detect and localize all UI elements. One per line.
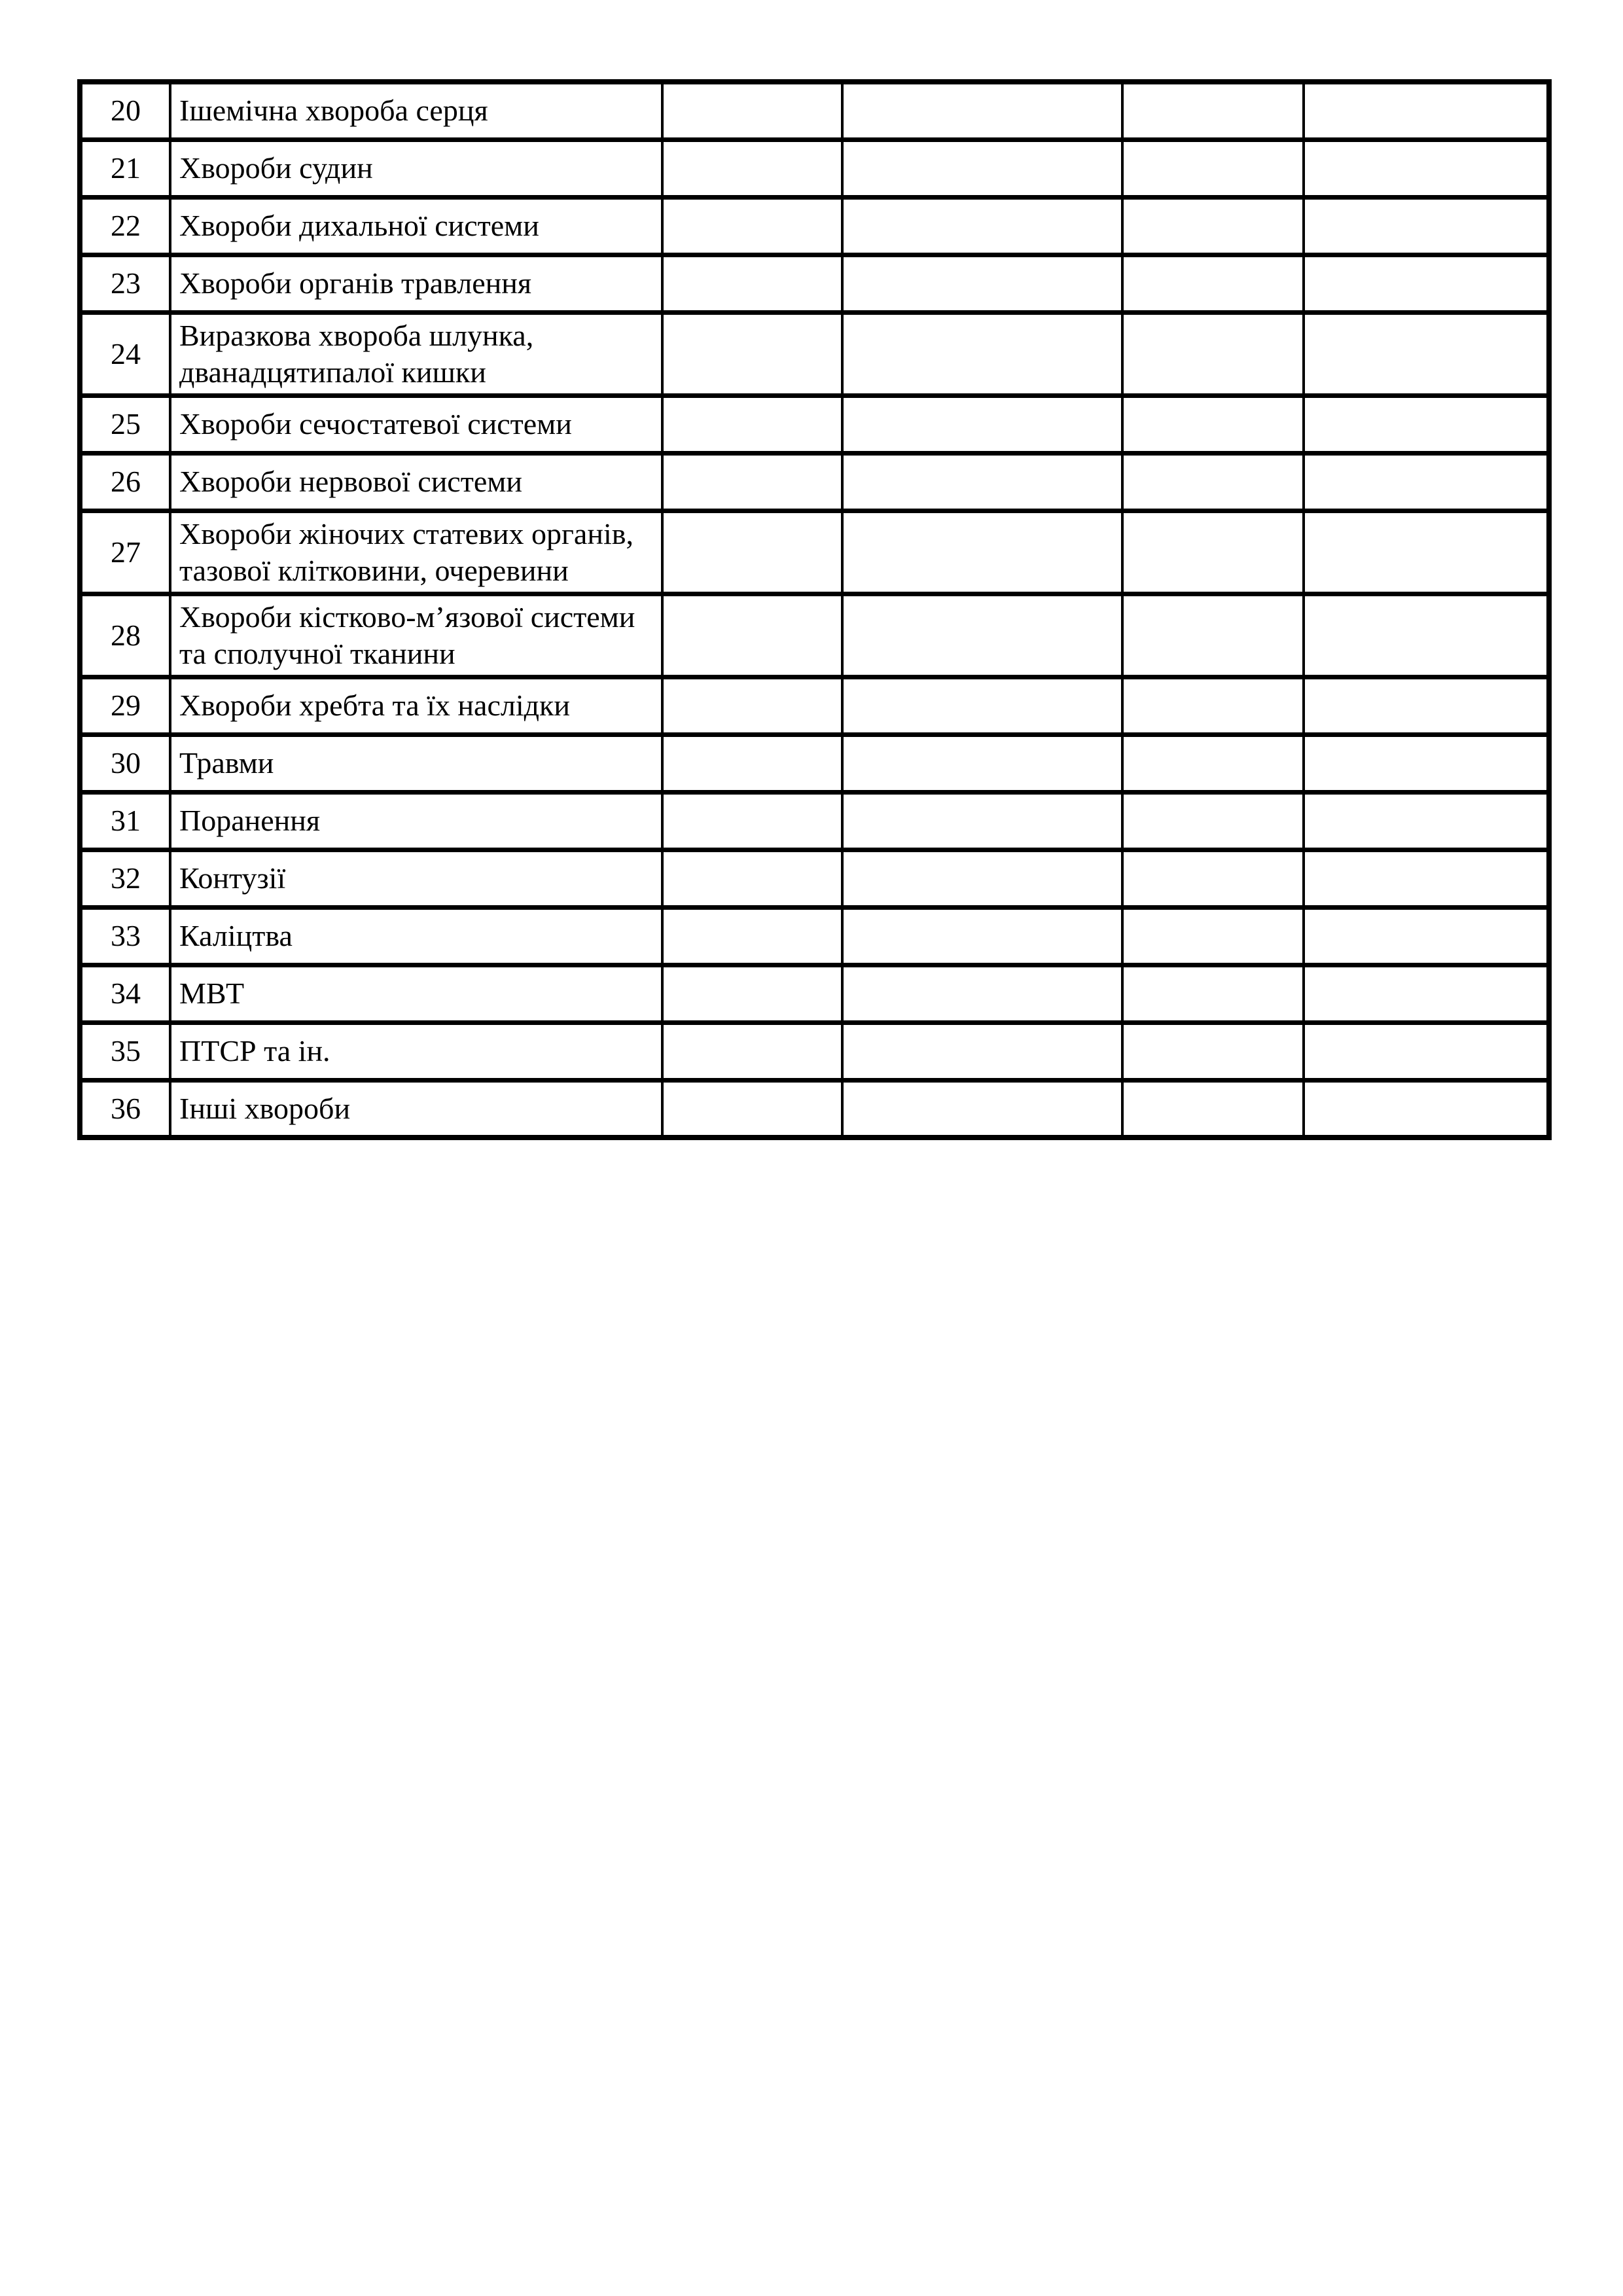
row-number: 33 — [111, 919, 141, 952]
empty-cell-4 — [1304, 255, 1549, 312]
empty-cell-2 — [842, 734, 1122, 792]
empty-cell-1 — [662, 255, 842, 312]
row-number: 36 — [111, 1091, 141, 1125]
empty-cell-4 — [1304, 850, 1549, 907]
table-row — [80, 677, 1549, 734]
row-number-cell — [80, 82, 170, 139]
table-row — [80, 850, 1549, 907]
row-number: 23 — [111, 266, 141, 300]
disease-name-cell — [170, 197, 662, 255]
empty-cell-3 — [1122, 734, 1304, 792]
empty-cell-4 — [1304, 82, 1549, 139]
disease-name: Ішемічна хвороба серця — [179, 94, 488, 128]
table-row — [80, 453, 1549, 511]
empty-cell-2 — [842, 907, 1122, 965]
empty-cell-1 — [662, 1022, 842, 1080]
empty-cell-2 — [842, 792, 1122, 850]
disease-name: Хвороби жіночих статевих органів, тазової клітковини, очеревини — [179, 516, 633, 587]
disease-name: ПТСР та ін. — [179, 1034, 330, 1067]
empty-cell-3 — [1122, 312, 1304, 395]
row-number-cell — [80, 255, 170, 312]
disease-name-cell — [170, 792, 662, 850]
disease-name-cell — [170, 594, 662, 677]
empty-cell-2 — [842, 139, 1122, 197]
disease-name-cell — [170, 1080, 662, 1138]
disease-name: Хвороби органів травлення — [179, 266, 532, 300]
disease-name: Хвороби нервової системи — [179, 465, 522, 498]
table-row — [80, 594, 1549, 677]
disease-name: Хвороби дихальної системи — [179, 209, 539, 242]
disease-name: Хвороби сечостатевої системи — [179, 407, 572, 440]
row-number-cell — [80, 312, 170, 395]
empty-cell-2 — [842, 82, 1122, 139]
empty-cell-4 — [1304, 312, 1549, 395]
row-number: 30 — [111, 746, 141, 780]
row-number: 34 — [111, 977, 141, 1010]
disease-name: МВТ — [179, 977, 245, 1010]
empty-cell-1 — [662, 82, 842, 139]
disease-name-cell — [170, 907, 662, 965]
empty-cell-3 — [1122, 395, 1304, 453]
empty-cell-1 — [662, 677, 842, 734]
table-row — [80, 82, 1549, 139]
row-number-cell — [80, 792, 170, 850]
disease-name: Контузії — [179, 861, 286, 895]
row-number-cell — [80, 965, 170, 1022]
disease-name-cell — [170, 1022, 662, 1080]
disease-name: Травми — [179, 746, 274, 780]
empty-cell-4 — [1304, 907, 1549, 965]
empty-cell-3 — [1122, 850, 1304, 907]
empty-cell-4 — [1304, 139, 1549, 197]
empty-cell-4 — [1304, 1080, 1549, 1138]
row-number: 28 — [111, 618, 141, 652]
row-number: 31 — [111, 804, 141, 837]
empty-cell-3 — [1122, 1022, 1304, 1080]
disease-name: Каліцтва — [179, 919, 293, 952]
empty-cell-4 — [1304, 395, 1549, 453]
empty-cell-4 — [1304, 594, 1549, 677]
empty-cell-1 — [662, 734, 842, 792]
disease-name-cell — [170, 82, 662, 139]
empty-cell-4 — [1304, 734, 1549, 792]
disease-name-cell — [170, 395, 662, 453]
empty-cell-3 — [1122, 453, 1304, 511]
row-number-cell — [80, 395, 170, 453]
empty-cell-1 — [662, 312, 842, 395]
disease-name: Поранення — [179, 804, 321, 837]
disease-name-cell — [170, 255, 662, 312]
disease-table — [77, 79, 1552, 1140]
empty-cell-2 — [842, 197, 1122, 255]
empty-cell-1 — [662, 139, 842, 197]
table-row — [80, 511, 1549, 594]
table-row — [80, 734, 1549, 792]
disease-name-cell — [170, 677, 662, 734]
row-number: 27 — [111, 535, 141, 569]
row-number-cell — [80, 734, 170, 792]
table-row — [80, 1022, 1549, 1080]
empty-cell-1 — [662, 395, 842, 453]
disease-name-cell — [170, 139, 662, 197]
empty-cell-3 — [1122, 594, 1304, 677]
row-number: 20 — [111, 94, 141, 128]
disease-name: Хвороби судин — [179, 151, 373, 185]
row-number: 32 — [111, 861, 141, 895]
row-number-cell — [80, 453, 170, 511]
empty-cell-3 — [1122, 907, 1304, 965]
table-row — [80, 255, 1549, 312]
row-number-cell — [80, 139, 170, 197]
disease-name: Хвороби кістково-м’язової системи та сполучної тканини — [179, 600, 635, 670]
empty-cell-1 — [662, 1080, 842, 1138]
empty-cell-1 — [662, 197, 842, 255]
row-number-cell — [80, 1022, 170, 1080]
empty-cell-2 — [842, 1080, 1122, 1138]
empty-cell-1 — [662, 965, 842, 1022]
row-number-cell — [80, 677, 170, 734]
table-row — [80, 395, 1549, 453]
empty-cell-2 — [842, 965, 1122, 1022]
empty-cell-4 — [1304, 197, 1549, 255]
table-row — [80, 312, 1549, 395]
table-row — [80, 907, 1549, 965]
empty-cell-4 — [1304, 453, 1549, 511]
empty-cell-4 — [1304, 511, 1549, 594]
row-number: 21 — [111, 151, 141, 185]
empty-cell-4 — [1304, 965, 1549, 1022]
empty-cell-3 — [1122, 82, 1304, 139]
table-row — [80, 965, 1549, 1022]
empty-cell-3 — [1122, 139, 1304, 197]
empty-cell-2 — [842, 395, 1122, 453]
disease-name-cell — [170, 850, 662, 907]
empty-cell-1 — [662, 792, 842, 850]
empty-cell-2 — [842, 677, 1122, 734]
empty-cell-3 — [1122, 255, 1304, 312]
row-number: 26 — [111, 465, 141, 498]
disease-name-cell — [170, 965, 662, 1022]
empty-cell-3 — [1122, 1080, 1304, 1138]
row-number-cell — [80, 1080, 170, 1138]
empty-cell-2 — [842, 453, 1122, 511]
empty-cell-2 — [842, 511, 1122, 594]
empty-cell-2 — [842, 850, 1122, 907]
disease-name: Інші хвороби — [179, 1091, 351, 1125]
row-number: 22 — [111, 209, 141, 242]
empty-cell-2 — [842, 1022, 1122, 1080]
table-row — [80, 197, 1549, 255]
empty-cell-3 — [1122, 197, 1304, 255]
empty-cell-3 — [1122, 965, 1304, 1022]
row-number: 24 — [111, 336, 141, 370]
disease-name-cell — [170, 734, 662, 792]
empty-cell-1 — [662, 453, 842, 511]
row-number-cell — [80, 850, 170, 907]
table-row — [80, 1080, 1549, 1138]
table-row — [80, 139, 1549, 197]
empty-cell-2 — [842, 312, 1122, 395]
row-number: 35 — [111, 1034, 141, 1067]
empty-cell-1 — [662, 511, 842, 594]
row-number-cell — [80, 594, 170, 677]
row-number-cell — [80, 197, 170, 255]
disease-name: Хвороби хребта та їх наслідки — [179, 689, 570, 722]
row-number: 29 — [111, 689, 141, 722]
disease-name-cell — [170, 511, 662, 594]
empty-cell-3 — [1122, 511, 1304, 594]
empty-cell-1 — [662, 907, 842, 965]
disease-name-cell — [170, 312, 662, 395]
empty-cell-2 — [842, 594, 1122, 677]
empty-cell-4 — [1304, 677, 1549, 734]
row-number-cell — [80, 907, 170, 965]
empty-cell-3 — [1122, 677, 1304, 734]
disease-name-cell — [170, 453, 662, 511]
empty-cell-4 — [1304, 1022, 1549, 1080]
row-number: 25 — [111, 407, 141, 440]
table-row — [80, 792, 1549, 850]
empty-cell-2 — [842, 255, 1122, 312]
empty-cell-4 — [1304, 792, 1549, 850]
empty-cell-1 — [662, 850, 842, 907]
empty-cell-1 — [662, 594, 842, 677]
disease-name: Виразкова хвороба шлунка, дванадцятипалої кишки — [179, 318, 534, 389]
row-number-cell — [80, 511, 170, 594]
empty-cell-3 — [1122, 792, 1304, 850]
